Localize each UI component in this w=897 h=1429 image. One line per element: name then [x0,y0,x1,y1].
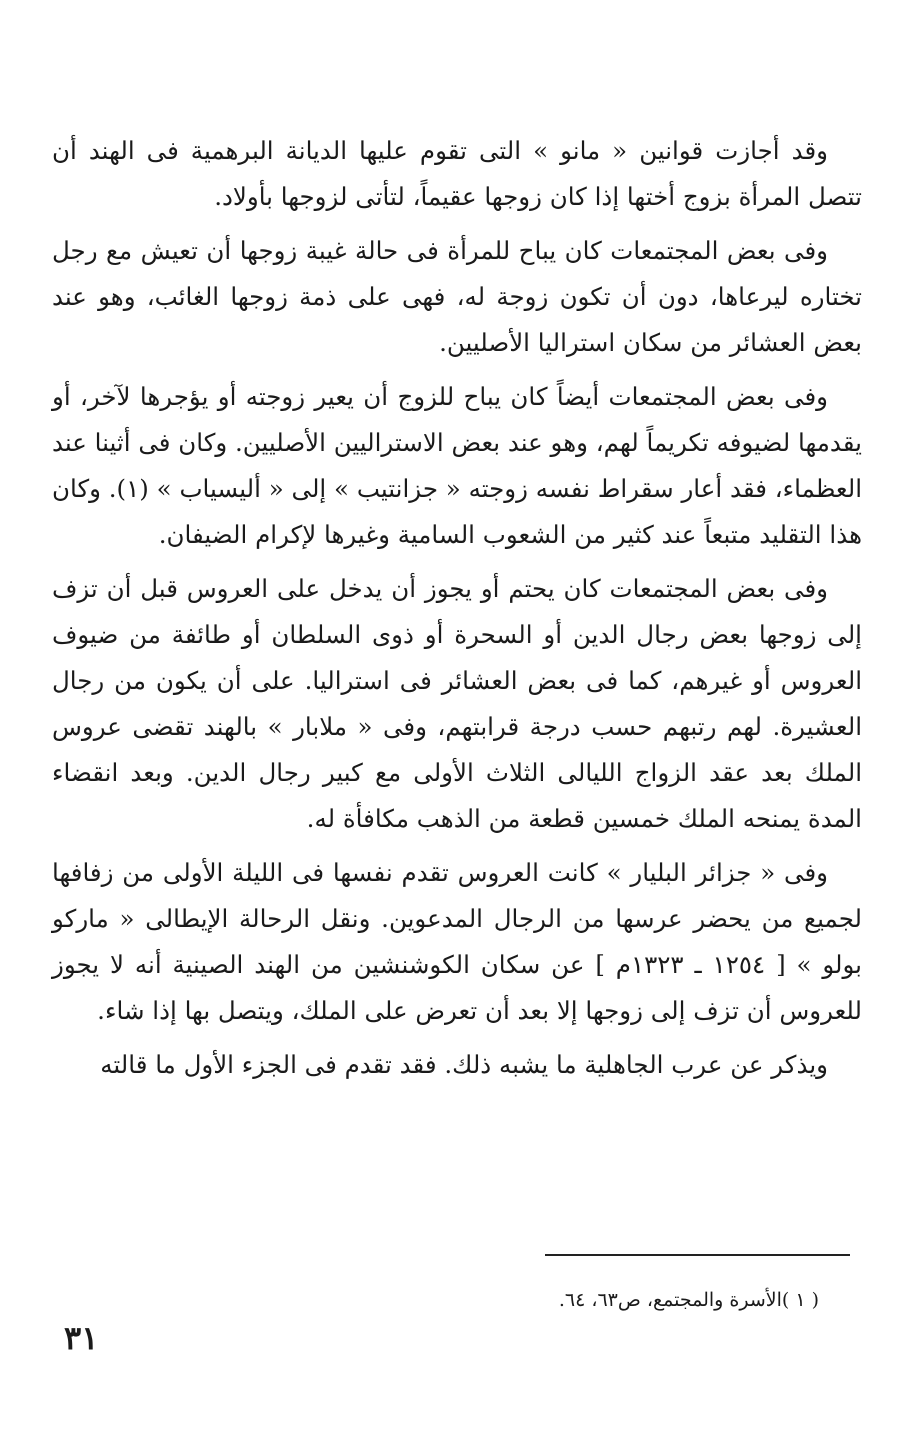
paragraph-lending-wife: وفى بعض المجتمعات أيضاً كان يباح للزوج أن يعير زوجته أو يؤجرها لآخر، أو يقدمها لضيوفه تكريماً لهم، وهو عند بعض الاستراليين الأصليين. وكان فى أثينا عند العظماء، فقد أعار سقراط نفسه زوجته « جزانتيب » إلى « أليسياب » (١). وكان هذا التقليد متبعاً عند كثير من الشعوب السامية وغيرها لإكرام الضيفان. [52,382,863,549]
paragraph-absent-husband: وفى بعض المجتمعات كان يباح للمرأة فى حالة غيبة زوجها أن تعيش مع رجل تختاره ليرعاها، دون أن تكون زوجة له، فهى على ذمة زوجها الغائب، وهو عند بعض العشائر من سكان استراليا الأصليين. [52,236,862,357]
page-number: ٣١ [64,1319,99,1357]
paragraph-balearic-islands: وفى « جزائر البليار » كانت العروس تقدم نفسها فى الليلة الأولى من زفافها لجميع من يحضر عرسها من الرجال المدعوين. ونقل الرحالة الإيطالى « ماركو بولو » [ ١٢٥٤ ـ ١٣٢٣م ] عن سكان الكوشنشين من الهند الصينية أنه لا يجوز للعروس أن تزف إلى زوجها إلا بعد أن تعرض على الملك، ويتصل بها إذا شاء. [52,858,862,1025]
paragraph-bride-customs: وفى بعض المجتمعات كان يحتم أو يجوز أن يدخل على العروس قبل أن تزف إلى زوجها بعض رجال الدين أو السحرة أو ذوى السلطان أو طائفة من ضيوف العروس أو غيرهم، كما فى بعض العشائر فى استراليا. على أن يكون من رجال العشيرة. لهم رتبهم حسب درجة قرابتهم، وفى « ملابار » بالهند تقضى عروس الملك بعد عقد الزواج الليالى الثلاث الأولى مع كبير رجال الدين. وبعد انقضاء المدة يمنحه الملك خمسين قطعة من الذهب مكافأة له. [52,574,862,833]
paragraph-arabs-jahiliyya: ويذكر عن عرب الجاهلية ما يشبه ذلك. فقد تقدم فى الجزء الأول ما قالته [100,1050,828,1079]
body-text [52,128,862,1090]
paragraph-manu-laws: وقد أجازت قوانين « مانو » التى تقوم عليها الديانة البرهمية فى الهند أن تتصل المرأة بزوج أختها إذا كان زوجها عقيماً، لتأتى لزوجها بأولاد. [52,136,862,211]
footnote: ( ١ )الأسرة والمجتمع، ص٦٣، ٦٤. [558,1289,819,1311]
footnote-divider [545,1254,850,1256]
